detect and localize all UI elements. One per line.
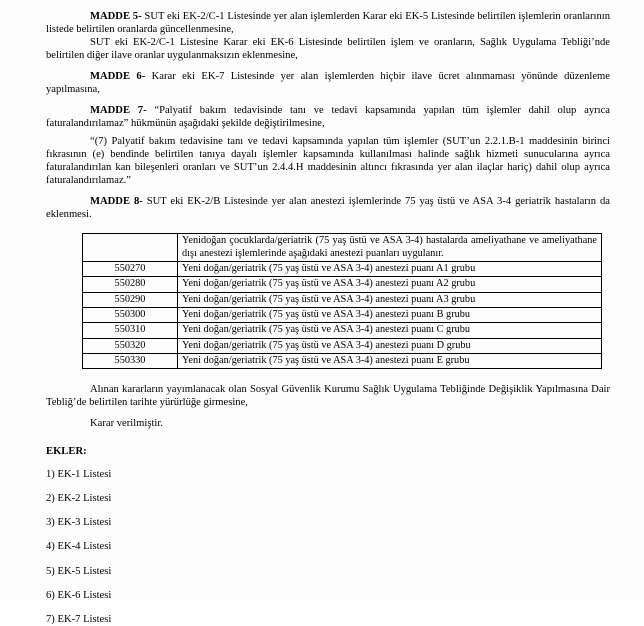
madde8-body: SUT eki EK-2/B Listesinde yer alan anestezi işlemlerinde 75 yaş üstü ve ASA 3-4 geriatrik hastaların da eklenmesi. bbox=[46, 196, 610, 221]
decision-text: Karar verilmiştir. bbox=[90, 418, 163, 430]
row-description: Yeni doğan/geriatrik (75 yaş üstü ve ASA 3-4) anestezi puanı B grubu bbox=[178, 307, 602, 322]
row-description: Yeni doğan/geriatrik (75 yaş üstü ve ASA 3-4) anestezi puanı E grubu bbox=[178, 353, 602, 368]
madde7-body: “Palyatif bakım tedavisinde tanı ve tedavi kapsamında yapılan tüm işlemler dahil olup ayrıca faturalandırılamaz” hükmünün aşağıdaki şekilde değiştirilmesine, bbox=[46, 105, 610, 130]
table-header-row bbox=[83, 234, 602, 262]
spacer bbox=[46, 409, 610, 417]
madde6-body: Karar eki EK-7 Listesinde yer alan işlemlerden hiçbir ilave ücret alınmaması yönünde düzenleme yapılmasına, bbox=[46, 71, 611, 96]
madde5-body: SUT eki EK-2/C-1 Listesinde yer alan işlemlerden Karar eki EK-5 Listesinde belirtilen işlemlerin oranlarının listede belirtilen oranlarda güncellenmesine, bbox=[46, 11, 610, 36]
attachment-item: 5) EK-5 Listesi bbox=[46, 565, 112, 577]
madde8-label: MADDE 8- bbox=[90, 196, 143, 208]
table-row bbox=[83, 292, 602, 307]
row-description: Yeni doğan/geriatrik (75 yaş üstü ve ASA 3-4) anestezi puanı A2 grubu bbox=[178, 277, 602, 292]
row-code: 550310 bbox=[83, 323, 178, 338]
anesthesia-table bbox=[82, 233, 602, 369]
attachment-item: 7) EK-7 Listesi bbox=[46, 613, 112, 625]
madde5-label: MADDE 5- bbox=[90, 11, 142, 22]
table-row bbox=[83, 307, 602, 322]
madde6-text bbox=[46, 70, 610, 96]
table-row bbox=[83, 277, 602, 292]
closing-paragraph: Alınan kararların yayımlanacak olan Sosyal Güvenlik Kurumu Sağlık Uygulama Tebliğinde Değişiklik Yapılmasına Dair Tebliğ’de belirtilen tarihte yürürlüğe girmesine, bbox=[46, 384, 610, 409]
table-header-code bbox=[83, 234, 178, 262]
paragraph-madde6 bbox=[46, 70, 610, 96]
madde8-text bbox=[46, 195, 610, 221]
paragraph-madde5 bbox=[46, 10, 610, 62]
attachment-item: 4) EK-4 Listesi bbox=[46, 541, 112, 553]
madde5-text bbox=[46, 10, 610, 36]
row-description: Yeni doğan/geriatrik (75 yaş üstü ve ASA 3-4) anestezi puanı D grubu bbox=[178, 338, 602, 353]
table-row bbox=[83, 338, 602, 353]
madde5b-body: SUT eki EK-2/C-1 Listesine Karar eki EK-6 Listesinde belirtilen işlem ve oranların, Sağlık Uygulama Tebliği’nde belirtilen diğer ilave oranlar uygulanmaksızın eklenmesine, bbox=[46, 37, 610, 62]
table-row bbox=[83, 353, 602, 368]
attachment-item: 1) EK-1 Listesi bbox=[46, 468, 112, 480]
paragraph-madde7 bbox=[46, 104, 610, 187]
attachment-item: 3) EK-3 Listesi bbox=[46, 517, 112, 529]
paragraph-madde8 bbox=[46, 195, 610, 221]
row-code: 550290 bbox=[83, 292, 178, 307]
table-row bbox=[83, 323, 602, 338]
row-description: Yeni doğan/geriatrik (75 yaş üstü ve ASA 3-4) anestezi puanı C grubu bbox=[178, 323, 602, 338]
row-code: 550330 bbox=[83, 353, 178, 368]
madde7-text bbox=[46, 104, 610, 130]
table-row bbox=[83, 261, 602, 276]
row-code: 550270 bbox=[83, 261, 178, 276]
row-description: Yeni doğan/geriatrik (75 yaş üstü ve ASA 3-4) anestezi puanı A1 grubu bbox=[178, 261, 602, 276]
attachments-title: EKLER: bbox=[46, 446, 87, 458]
madde7-label: MADDE 7- bbox=[90, 105, 147, 117]
attachments-section bbox=[46, 446, 610, 626]
table-header-description: Yenidoğan çocuklarda/geriatrik (75 yaş üstü ve ASA 3-4) hastalarda ameliyathane ve ameliyathane dışı anestezi işlemlerinde aşağıdaki anestezi puanları uygulanır. bbox=[178, 234, 602, 262]
attachment-item: 6) EK-6 Listesi bbox=[46, 589, 112, 601]
row-code: 550320 bbox=[83, 338, 178, 353]
madde7-quote-body: “(7) Palyatif bakım tedavisine tanı ve tedavi kapsamında yapılan tüm işlemler (SUT’un 2.2.1.B-1 maddesinin birinci fıkrasının (e) bendinde belirtilen tanıya dayalı işlemler kapsamında kullanılması halinde sağlık hizmeti sunucularına ayrıca faturalandırılan kan bileşenleri oranları ve SUT’un 2.4.4.H maddesinin altıncı fıkrasında yer alan ilaçlar hariç) dahil olup ayrıca faturalandırılamaz.” bbox=[46, 136, 610, 187]
row-code: 550280 bbox=[83, 277, 178, 292]
closing-section bbox=[46, 383, 610, 430]
madde7-quote bbox=[46, 135, 610, 187]
attachment-item: 2) EK-2 Listesi bbox=[46, 493, 112, 505]
madde6-label: MADDE 6- bbox=[90, 71, 146, 83]
madde5b-text bbox=[46, 36, 610, 62]
row-description: Yeni doğan/geriatrik (75 yaş üstü ve ASA 3-4) anestezi puanı A3 grubu bbox=[178, 292, 602, 307]
row-code: 550300 bbox=[83, 307, 178, 322]
